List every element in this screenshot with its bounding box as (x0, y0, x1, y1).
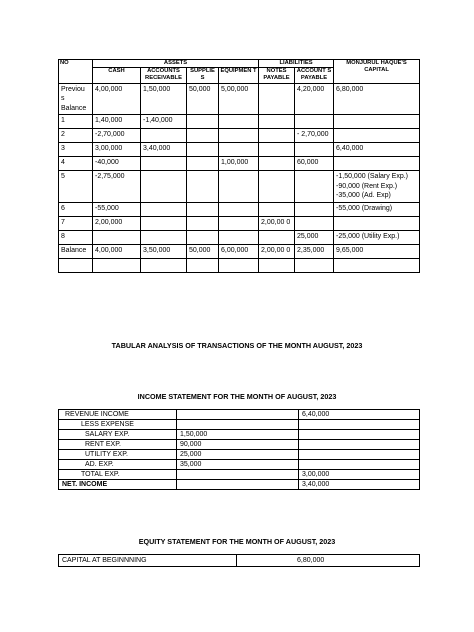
cell-accounts-payable: - 2,70,000 (295, 129, 334, 143)
cell-ar: 3,40,000 (141, 143, 187, 157)
income-row (59, 420, 420, 430)
cell-accounts-payable (295, 171, 334, 203)
table-row (59, 216, 420, 230)
income-amount: 90,000 (177, 440, 299, 450)
income-amount: 1,50,000 (177, 430, 299, 440)
table-row (59, 115, 420, 129)
income-row (59, 440, 420, 450)
header-accounts-receivable: ACCOUNTS RECEIVABLE (141, 68, 187, 83)
cell-no (59, 258, 93, 272)
tabular-heading: TABULAR ANALYSIS OF TRANSACTIONS OF THE MONTH AUGUST, 2023 (111, 341, 363, 350)
cell-supplies (187, 230, 219, 244)
cell-notes-payable (259, 157, 295, 171)
cell-no: 4 (59, 157, 93, 171)
cell-accounts-payable: 60,000 (295, 157, 334, 171)
table-row (59, 202, 420, 216)
cell-ar (141, 129, 187, 143)
cell-capital: -55,000 (Drawing) (334, 202, 420, 216)
cell-supplies (187, 129, 219, 143)
cell-no: Balance (59, 244, 93, 258)
cell-supplies (187, 143, 219, 157)
cell-cash: 4,00,000 (93, 244, 141, 258)
equity-amount: 6,80,000 (237, 555, 420, 567)
income-label: RENT EXP. (59, 440, 177, 450)
table-row (59, 171, 420, 203)
cell-ar (141, 258, 187, 272)
cell-supplies (187, 157, 219, 171)
cell-cash: -55,000 (93, 202, 141, 216)
cell-ar (141, 171, 187, 203)
table-row (59, 230, 420, 244)
cell-capital (334, 157, 420, 171)
cell-accounts-payable (295, 216, 334, 230)
cell-cash (93, 230, 141, 244)
cell-capital (334, 115, 420, 129)
cell-cash (93, 258, 141, 272)
header-assets: ASSETS (93, 60, 259, 68)
income-amount (177, 420, 299, 430)
header-capital: MONJURUL HAQUE'S CAPITAL (334, 60, 420, 84)
income-total (299, 420, 420, 430)
income-statement-table (58, 409, 420, 490)
header-row-top (59, 60, 420, 68)
income-total (299, 430, 420, 440)
cell-capital (334, 216, 420, 230)
cell-no: Previou s Balance (59, 83, 93, 115)
cell-accounts-payable (295, 258, 334, 272)
cell-supplies: 50,000 (187, 83, 219, 115)
cell-notes-payable (259, 171, 295, 203)
cell-no: 5 (59, 171, 93, 203)
cell-equipment (219, 115, 259, 129)
cell-notes-payable (259, 83, 295, 115)
cell-supplies (187, 171, 219, 203)
cell-cash: -2,70,000 (93, 129, 141, 143)
tabular-analysis-table (58, 59, 420, 273)
cell-supplies (187, 258, 219, 272)
cell-supplies (187, 216, 219, 230)
cell-ar (141, 202, 187, 216)
cell-ar (141, 157, 187, 171)
cell-notes-payable (259, 230, 295, 244)
header-accounts-payable: ACCOUNT S PAYABLE (295, 68, 334, 83)
cell-no: 1 (59, 115, 93, 129)
cell-cash: -40,000 (93, 157, 141, 171)
cell-ar: 1,50,000 (141, 83, 187, 115)
income-amount: 25,000 (177, 450, 299, 460)
header-supplies: SUPPLIE S (187, 68, 219, 83)
cell-ar: -1,40,000 (141, 115, 187, 129)
cell-no: 3 (59, 143, 93, 157)
cell-no: 6 (59, 202, 93, 216)
income-total: 3,40,000 (299, 480, 420, 490)
equity-label: CAPITAL AT BEGINNNING (59, 555, 237, 567)
income-heading: INCOME STATEMENT FOR THE MONTH OF AUGUST, 2023 (137, 392, 337, 401)
cell-notes-payable: 2,00,00 0 (259, 216, 295, 230)
equity-row (59, 555, 420, 567)
cell-capital: 9,65,000 (334, 244, 420, 258)
income-row (59, 460, 420, 470)
cell-capital: 6,80,000 (334, 83, 420, 115)
cell-accounts-payable: 2,35,000 (295, 244, 334, 258)
income-label: NET. INCOME (59, 480, 177, 490)
income-row (59, 450, 420, 460)
cell-capital: -25,000 (Utility Exp.) (334, 230, 420, 244)
table-row (59, 83, 420, 115)
cell-no: 7 (59, 216, 93, 230)
income-label: TOTAL EXP. (59, 470, 177, 480)
income-total (299, 440, 420, 450)
table-row (59, 129, 420, 143)
income-total (299, 450, 420, 460)
cell-capital: -1,50,000 (Salary Exp.) -90,000 (Rent Exp.) -35,000 (Ad. Exp) (334, 171, 420, 203)
cell-ar: 3,50,000 (141, 244, 187, 258)
cell-equipment: 5,00,000 (219, 83, 259, 115)
income-label: SALARY EXP. (59, 430, 177, 440)
cell-notes-payable (259, 258, 295, 272)
table-row-balance (59, 244, 420, 258)
equity-heading: EQUITY STATEMENT FOR THE MONTH OF AUGUST, 2023 (138, 537, 336, 546)
cell-notes-payable (259, 143, 295, 157)
income-label: REVENUE INCOME (59, 410, 177, 420)
income-total: 6,40,000 (299, 410, 420, 420)
income-row-net (59, 480, 420, 490)
cell-notes-payable: 2,00,00 0 (259, 244, 295, 258)
cell-capital (334, 258, 420, 272)
cell-capital (334, 129, 420, 143)
income-total (299, 460, 420, 470)
income-row (59, 470, 420, 480)
cell-equipment (219, 129, 259, 143)
cell-supplies: 50,000 (187, 244, 219, 258)
cell-notes-payable (259, 115, 295, 129)
table-row-empty (59, 258, 420, 272)
cell-equipment (219, 171, 259, 203)
cell-equipment (219, 230, 259, 244)
cell-accounts-payable (295, 115, 334, 129)
income-label: UTILITY EXP. (59, 450, 177, 460)
income-amount (177, 410, 299, 420)
cell-equipment: 6,00,000 (219, 244, 259, 258)
income-label: AD. EXP. (59, 460, 177, 470)
income-amount (177, 470, 299, 480)
cell-accounts-payable (295, 202, 334, 216)
cell-cash: -2,75,000 (93, 171, 141, 203)
equity-statement-table (58, 554, 420, 567)
cell-cash: 2,00,000 (93, 216, 141, 230)
cell-cash: 4,00,000 (93, 83, 141, 115)
income-total: 3,00,000 (299, 470, 420, 480)
cell-equipment (219, 143, 259, 157)
header-no: NO (59, 60, 93, 84)
cell-accounts-payable: 4,20,000 (295, 83, 334, 115)
header-equipment: EQUIPMEN T (219, 68, 259, 83)
income-amount: 35,000 (177, 460, 299, 470)
header-notes-payable: NOTES PAYABLE (259, 68, 295, 83)
cell-equipment: 1,00,000 (219, 157, 259, 171)
cell-ar (141, 230, 187, 244)
cell-equipment (219, 216, 259, 230)
cell-no: 8 (59, 230, 93, 244)
cell-equipment (219, 202, 259, 216)
cell-equipment (219, 258, 259, 272)
table-row (59, 143, 420, 157)
header-cash: CASH (93, 68, 141, 83)
cell-notes-payable (259, 202, 295, 216)
cell-cash: 1,40,000 (93, 115, 141, 129)
income-label: LESS EXPENSE (59, 420, 177, 430)
income-amount (177, 480, 299, 490)
cell-no: 2 (59, 129, 93, 143)
cell-supplies (187, 202, 219, 216)
cell-accounts-payable (295, 143, 334, 157)
cell-accounts-payable: 25,000 (295, 230, 334, 244)
table-row (59, 157, 420, 171)
cell-capital: 6,40,000 (334, 143, 420, 157)
cell-supplies (187, 115, 219, 129)
cell-ar (141, 216, 187, 230)
header-liabilities: LIABILITIES (259, 60, 334, 68)
income-row (59, 410, 420, 420)
income-row (59, 430, 420, 440)
cell-cash: 3,00,000 (93, 143, 141, 157)
cell-notes-payable (259, 129, 295, 143)
